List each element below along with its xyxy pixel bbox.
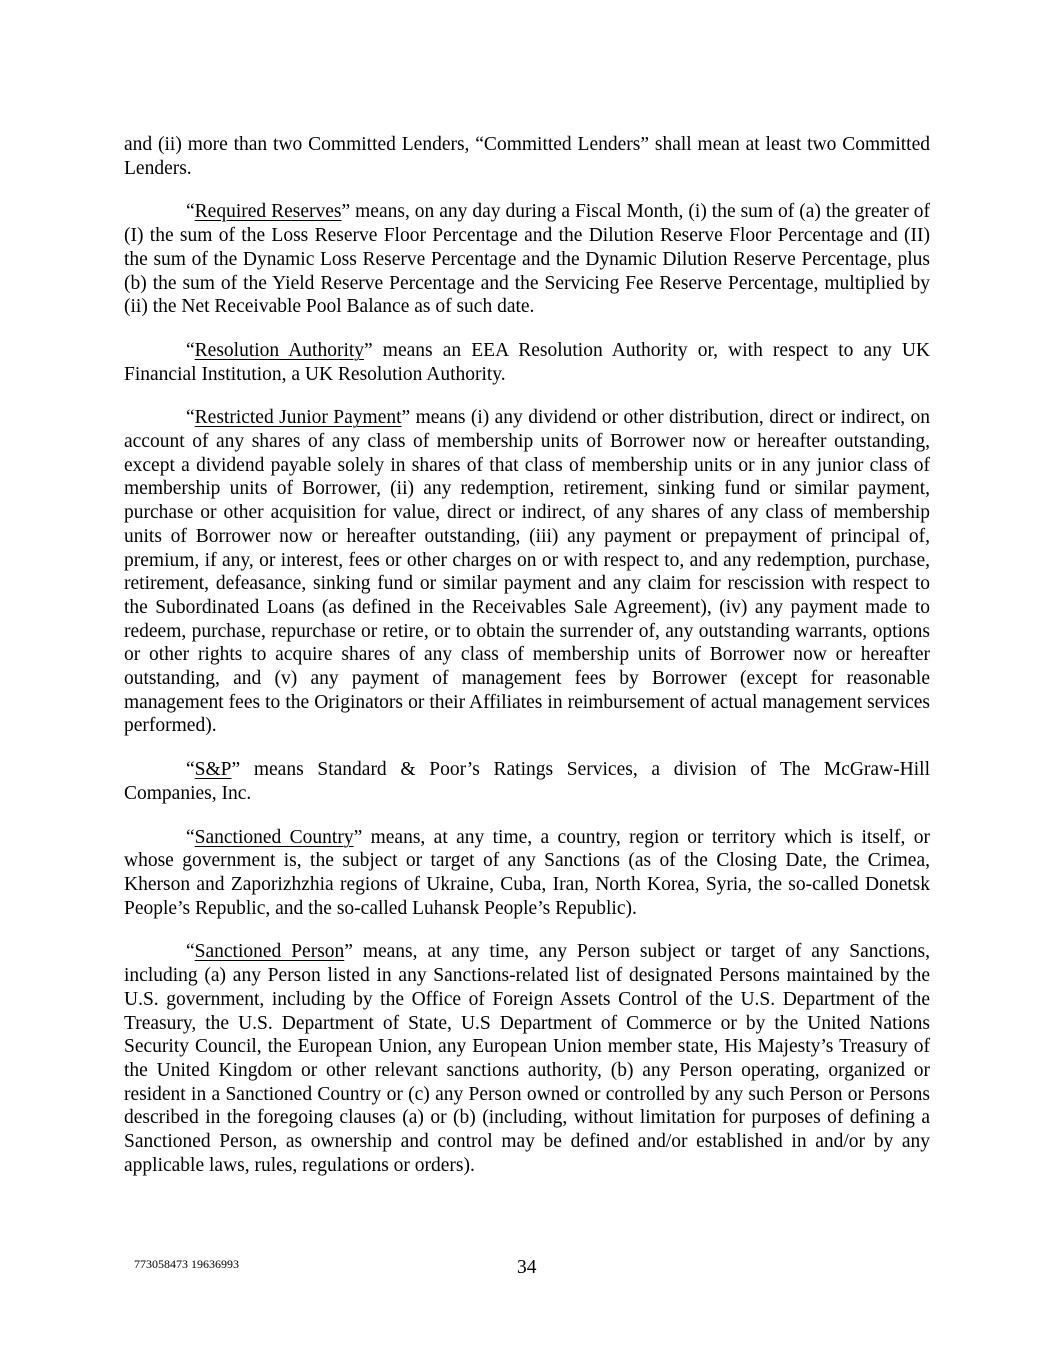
defined-term: S&P bbox=[194, 759, 232, 781]
open-quote: “ bbox=[186, 759, 195, 781]
defined-term: Sanctioned Country bbox=[194, 826, 354, 848]
definition-required-reserves bbox=[124, 200, 930, 319]
defined-term: Sanctioned Person bbox=[194, 941, 345, 963]
defined-term: Required Reserves bbox=[194, 201, 342, 223]
definition-s-and-p bbox=[124, 758, 930, 805]
document-id: 773058473 19636993 bbox=[134, 1257, 239, 1271]
definition-text: ” means, at any time, any Person subject or target of any Sanctions, including (a) any Person listed in any Sanctions-related list of designated Persons maintained by the U.S. government, including by the Office of Foreign Assets Control of the U.S. Department of the Treasury, the U.S. Department of State, U.S Department of Commerce or by the United Nations Security Council, the European Union, any European Union member state, His Majesty’s Treasury of the United Kingdom or other relevant sanctions authority, (b) any Person operating, organized or resident in a Sanctioned Country or (c) any Person owned or controlled by any such Person or Persons described in the foregoing clauses (a) or (b) (including, without limitation for purposes of defining a Sanctioned Person, as ownership and control may be defined and/or established in and/or by any applicable laws, rules, regulations or orders). bbox=[124, 941, 930, 1176]
open-quote: “ bbox=[186, 826, 195, 848]
definition-sanctioned-person bbox=[124, 940, 930, 1177]
definition-text: ” means, at any time, a country, region or territory which is itself, or whose government is, the subject or target of any Sanctions (as of the Closing Date, the Crimea, Kherson and Zaporizhzhia regions of Ukraine, Cuba, Iran, North Korea, Syria, the so-called Donetsk People’s Republic, and the so-called Luhansk People’s Republic). bbox=[124, 826, 930, 919]
open-quote: “ bbox=[186, 941, 195, 963]
defined-term: Resolution Authority bbox=[194, 339, 365, 361]
definition-text: ” means, on any day during a Fiscal Month, (i) the sum of (a) the greater of (I) the sum of the Loss Reserve Floor Percentage and the Dilution Reserve Floor Percentage and (II) the sum of the Dynamic Loss Reserve Percentage and the Dynamic Dilution Reserve Percentage, plus (b) the sum of the Yield Reserve Percentage and the Servicing Fee Reserve Percentage, multiplied by (ii) the Net Receivable Pool Balance as of such date. bbox=[124, 201, 930, 318]
continuation-paragraph: and (ii) more than two Committed Lenders, “Committed Lenders” shall mean at least two Committed Lenders. bbox=[124, 134, 930, 179]
open-quote: “ bbox=[186, 201, 195, 223]
open-quote: “ bbox=[186, 407, 195, 429]
defined-term: Restricted Junior Payment bbox=[194, 407, 402, 429]
definition-restricted-junior-payment bbox=[124, 406, 930, 738]
definition-resolution-authority bbox=[124, 339, 930, 386]
definition-sanctioned-country bbox=[124, 826, 930, 921]
definition-text: ” means an EEA Resolution Authority or, with respect to any UK Financial Institution, a UK Resolution Authority. bbox=[124, 339, 930, 385]
document-body bbox=[124, 133, 930, 1197]
open-quote: “ bbox=[186, 339, 195, 361]
definition-text: ” means Standard & Poor’s Ratings Services, a division of The McGraw-Hill Companies, Inc. bbox=[124, 759, 930, 804]
definition-text: ” means (i) any dividend or other distribution, direct or indirect, on account of any shares of any class of membership units of Borrower now or hereafter outstanding, except a dividend payable solely in shares of that class of membership units or in any junior class of membership units of Borrower, (ii) any redemption, retirement, sinking fund or similar payment, purchase or other acquisition for value, direct or indirect, of any shares of any class of membership units of Borrower now or hereafter outstanding, (iii) any payment or prepayment of principal of, premium, if any, or interest, fees or other charges on or with respect to, and any redemption, purchase, retirement, defeasance, sinking fund or similar payment and any claim for rescission with respect to the Subordinated Loans (as defined in the Receivables Sale Agreement), (iv) any payment made to redeem, purchase, repurchase or retire, or to obtain the surrender of, any outstanding warrants, options or other rights to acquire shares of any class of membership units of Borrower now or hereafter outstanding, and (v) any payment of management fees by Borrower (except for reasonable management fees to the Originators or their Affiliates in reimbursement of actual management services performed). bbox=[124, 407, 930, 737]
page-number: 34 bbox=[517, 1257, 537, 1278]
